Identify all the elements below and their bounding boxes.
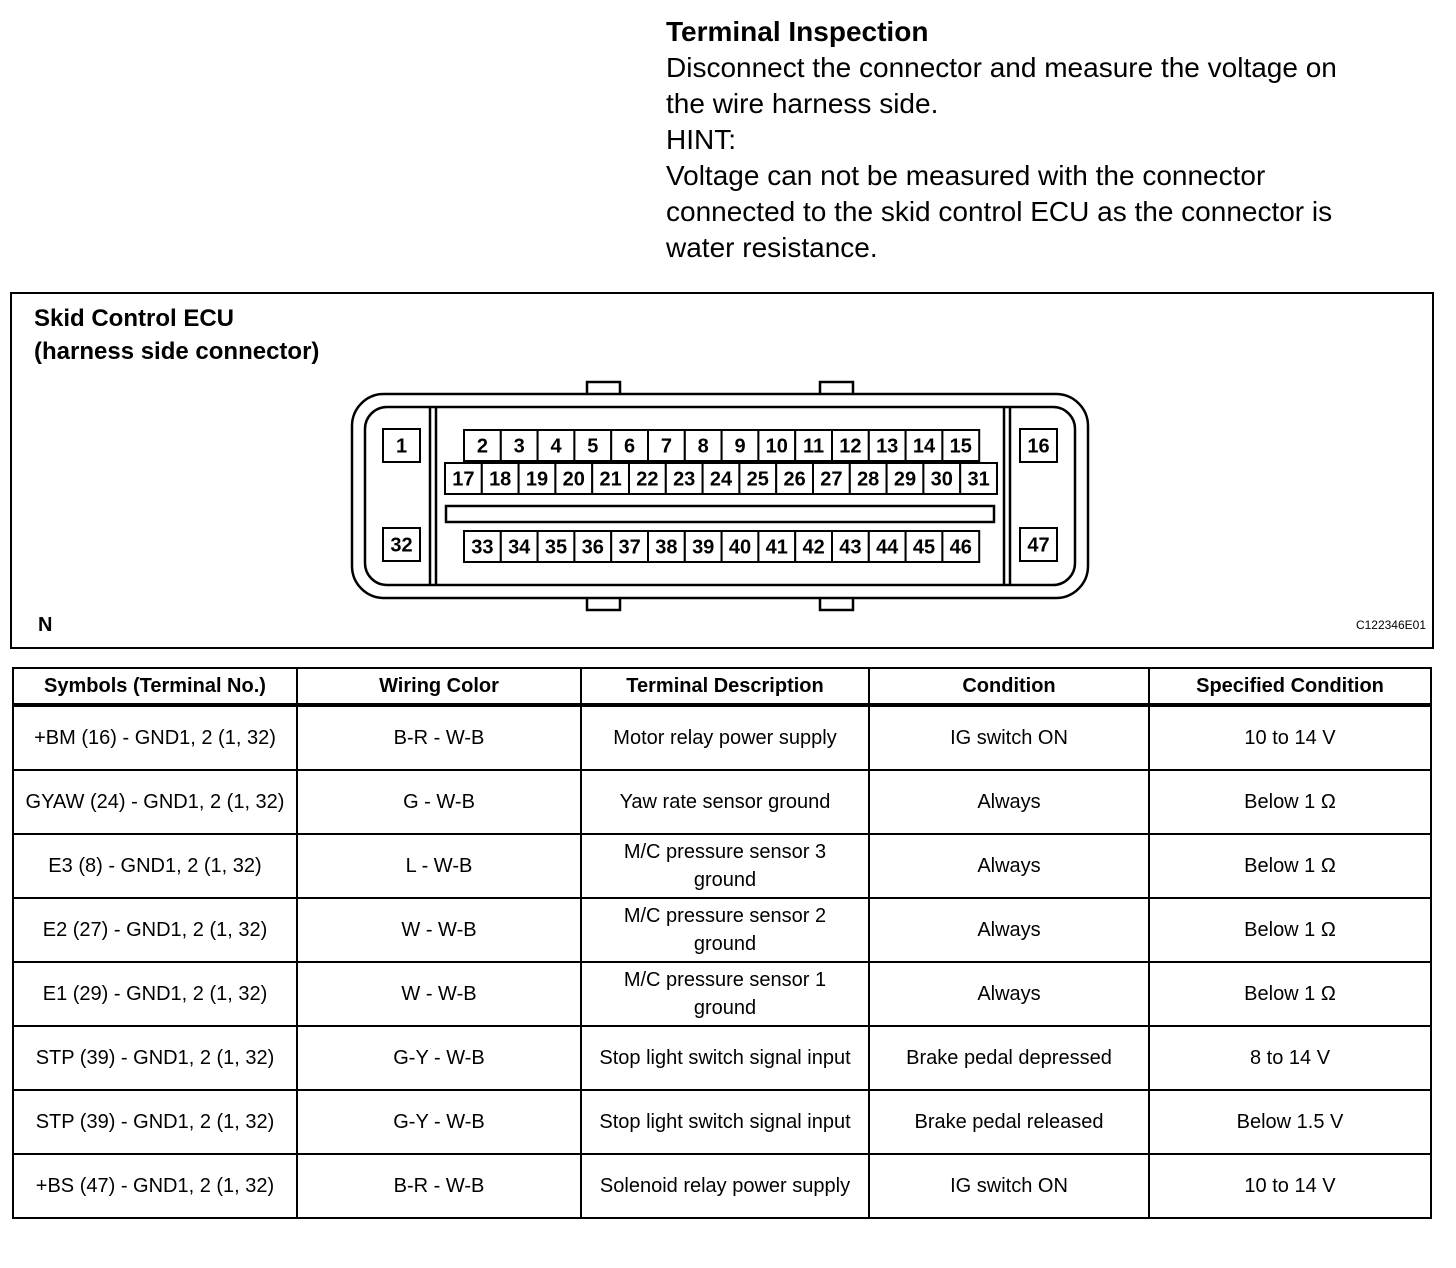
header-wiring-color: Wiring Color [297, 668, 581, 705]
terminal-34 [501, 531, 538, 562]
terminal-label: 13 [876, 435, 899, 458]
terminal-label: 6 [624, 435, 636, 458]
diagram-title-line: (harness side connector) [34, 338, 320, 365]
terminal-label: 29 [893, 468, 917, 491]
cell-terminal-description: M/C pressure sensor 1 ground [581, 962, 869, 1026]
terminal-24 [703, 463, 740, 494]
table-row [13, 962, 1431, 1026]
terminal-label: 37 [618, 536, 641, 559]
cell-terminal-description: Solenoid relay power supply [581, 1154, 869, 1218]
header-specified-condition: Specified Condition [1149, 668, 1431, 705]
terminal-label: 39 [692, 536, 715, 559]
terminal-8 [685, 430, 722, 461]
cell-symbols: GYAW (24) - GND1, 2 (1, 32) [13, 770, 297, 834]
table-row [13, 834, 1431, 898]
cell-condition: Always [869, 834, 1149, 898]
terminal-3 [501, 430, 538, 461]
cell-specified-condition: Below 1 Ω [1149, 962, 1431, 1026]
terminal-label: 35 [544, 536, 568, 559]
terminal-12 [832, 430, 869, 461]
terminal-22 [629, 463, 666, 494]
terminal-32 [383, 528, 420, 561]
terminal-label: 2 [476, 435, 488, 458]
cell-symbols: E1 (29) - GND1, 2 (1, 32) [13, 962, 297, 1026]
latch-tab-top-right [820, 382, 853, 394]
terminal-label: 9 [734, 435, 746, 458]
cell-terminal-description: Motor relay power supply [581, 705, 869, 770]
terminal-label: 3 [513, 435, 525, 458]
table-row [13, 705, 1431, 770]
terminal-46 [942, 531, 979, 562]
terminal-label: 10 [765, 435, 788, 458]
terminal-label: 21 [599, 468, 622, 491]
cell-symbols: +BS (47) - GND1, 2 (1, 32) [13, 1154, 297, 1218]
terminal-label: 20 [562, 468, 585, 491]
terminal-11 [795, 430, 832, 461]
terminal-label: 38 [655, 536, 678, 559]
terminal-26 [776, 463, 813, 494]
n-mark: N [38, 614, 53, 636]
cell-terminal-description: M/C pressure sensor 2 ground [581, 898, 869, 962]
terminal-label: 47 [1027, 534, 1050, 557]
cell-specified-condition: Below 1 Ω [1149, 770, 1431, 834]
header-terminal-description: Terminal Description [581, 668, 869, 705]
terminal-label: 7 [660, 435, 672, 458]
cell-symbols: E2 (27) - GND1, 2 (1, 32) [13, 898, 297, 962]
cell-specified-condition: 10 to 14 V [1149, 705, 1431, 770]
cell-symbols: STP (39) - GND1, 2 (1, 32) [13, 1090, 297, 1154]
terminal-label: 28 [857, 468, 880, 491]
terminal-20 [555, 463, 592, 494]
terminal-7 [648, 430, 685, 461]
connector-outer-shell [352, 394, 1088, 598]
cell-terminal-description: Stop light switch signal input [581, 1026, 869, 1090]
figure-id: C122346E01 [1355, 618, 1426, 632]
hint-line: water resistance. [666, 232, 878, 263]
cell-symbols: STP (39) - GND1, 2 (1, 32) [13, 1026, 297, 1090]
terminal-label: 22 [636, 468, 659, 491]
cell-condition: Always [869, 898, 1149, 962]
terminal-label: 17 [452, 468, 475, 491]
cell-specified-condition: Below 1 Ω [1149, 898, 1431, 962]
cell-wiring-color: W - W-B [297, 898, 581, 962]
cell-specified-condition: Below 1 Ω [1149, 834, 1431, 898]
terminal-label: 30 [930, 468, 953, 491]
terminal-15 [942, 430, 979, 461]
terminal-label: 12 [839, 435, 862, 458]
terminal-18 [482, 463, 519, 494]
terminal-label: 16 [1027, 435, 1050, 458]
terminal-label: 23 [673, 468, 696, 491]
terminal-38 [648, 531, 685, 562]
terminal-36 [574, 531, 611, 562]
latch-tab-top-left [587, 382, 620, 394]
terminal-label: 1 [395, 435, 408, 458]
cell-terminal-description: M/C pressure sensor 3 ground [581, 834, 869, 898]
terminal-label: 5 [587, 435, 599, 458]
terminal-label: 25 [746, 468, 769, 491]
terminal-label: 8 [697, 435, 709, 458]
terminal-47 [1020, 528, 1057, 561]
terminal-42 [795, 531, 832, 562]
cell-wiring-color: G-Y - W-B [297, 1026, 581, 1090]
cell-condition: Brake pedal depressed [869, 1026, 1149, 1090]
terminal-label: 15 [949, 435, 972, 458]
header-symbols: Symbols (Terminal No.) [13, 668, 297, 705]
diagram-title-line: Skid Control ECU [34, 305, 235, 332]
terminal-label: 4 [550, 435, 562, 458]
terminal-label: 33 [471, 536, 494, 559]
terminal-label: 18 [489, 468, 512, 491]
cell-specified-condition: 10 to 14 V [1149, 1154, 1431, 1218]
terminal-43 [832, 531, 869, 562]
terminal-label: 43 [839, 536, 862, 559]
table-row [13, 770, 1431, 834]
connector-drawing [12, 294, 1432, 647]
cell-wiring-color: L - W-B [297, 834, 581, 898]
cell-terminal-description: Stop light switch signal input [581, 1090, 869, 1154]
terminal-label: 40 [728, 536, 752, 559]
instructions-title: Terminal Inspection [666, 16, 929, 47]
terminal-40 [722, 531, 759, 562]
terminal-label: 45 [912, 536, 936, 559]
cell-wiring-color: B-R - W-B [297, 1154, 581, 1218]
cell-condition: IG switch ON [869, 705, 1149, 770]
terminal-5 [574, 430, 611, 461]
terminal-label: 26 [783, 468, 806, 491]
terminal-6 [611, 430, 648, 461]
terminal-label: 41 [765, 536, 788, 559]
cell-specified-condition: Below 1.5 V [1149, 1090, 1431, 1154]
terminal-label: 24 [709, 468, 733, 491]
cell-terminal-description: Yaw rate sensor ground [581, 770, 869, 834]
cell-symbols: +BM (16) - GND1, 2 (1, 32) [13, 705, 297, 770]
cell-wiring-color: G - W-B [297, 770, 581, 834]
terminal-33 [464, 531, 501, 562]
terminal-inspection-instructions [666, 14, 1426, 266]
terminal-label: 34 [508, 536, 531, 559]
terminal-31 [960, 463, 997, 494]
terminal-10 [758, 430, 795, 461]
cell-condition: Always [869, 770, 1149, 834]
terminal-label: 36 [581, 536, 604, 559]
cell-condition: IG switch ON [869, 1154, 1149, 1218]
terminal-17 [445, 463, 482, 494]
terminal-label: 14 [912, 435, 936, 458]
cell-specified-condition: 8 to 14 V [1149, 1026, 1431, 1090]
cell-wiring-color: W - W-B [297, 962, 581, 1026]
latch-tab-bottom-right [820, 598, 853, 610]
hint-line: Voltage can not be measured with the connector [666, 160, 1266, 191]
terminal-label: 42 [802, 536, 825, 559]
cell-wiring-color: B-R - W-B [297, 705, 581, 770]
instructions-line: Disconnect the connector and measure the voltage on [666, 52, 1337, 83]
header-condition: Condition [869, 668, 1149, 705]
terminal-9 [722, 430, 759, 461]
latch-tab-bottom-left [587, 598, 620, 610]
table-header-row [13, 668, 1431, 705]
terminal-21 [592, 463, 629, 494]
terminal-group [383, 429, 1057, 562]
cell-condition: Brake pedal released [869, 1090, 1149, 1154]
table-row [13, 1026, 1431, 1090]
terminal-19 [519, 463, 556, 494]
terminal-14 [906, 430, 943, 461]
terminal-label: 46 [949, 536, 972, 559]
terminal-30 [923, 463, 960, 494]
terminal-2 [464, 430, 501, 461]
hint-line: connected to the skid control ECU as the connector is [666, 196, 1333, 227]
terminal-label: 11 [803, 435, 825, 458]
instructions-line: the wire harness side. [666, 88, 939, 119]
table-row [13, 1090, 1431, 1154]
terminal-37 [611, 531, 648, 562]
terminal-1 [383, 429, 420, 462]
terminal-25 [739, 463, 776, 494]
hint-label: HINT: [666, 124, 736, 155]
terminal-label: 44 [876, 536, 899, 559]
cell-condition: Always [869, 962, 1149, 1026]
connector-body [352, 382, 1088, 610]
terminal-28 [850, 463, 887, 494]
terminal-29 [887, 463, 924, 494]
terminal-label: 32 [390, 534, 413, 557]
terminal-label: 19 [525, 468, 549, 491]
key-slot [446, 506, 994, 522]
terminal-13 [869, 430, 906, 461]
terminal-35 [538, 531, 575, 562]
terminal-41 [758, 531, 795, 562]
terminal-spec-table [12, 667, 1432, 1219]
terminal-44 [869, 531, 906, 562]
terminal-45 [906, 531, 943, 562]
terminal-label: 31 [967, 468, 990, 491]
cell-wiring-color: G-Y - W-B [297, 1090, 581, 1154]
terminal-27 [813, 463, 850, 494]
terminal-16 [1020, 429, 1057, 462]
terminal-label: 27 [820, 468, 843, 491]
terminal-4 [538, 430, 575, 461]
terminal-23 [666, 463, 703, 494]
table-row [13, 898, 1431, 962]
terminal-39 [685, 531, 722, 562]
table-row [13, 1154, 1431, 1218]
connector-diagram [10, 292, 1434, 649]
cell-symbols: E3 (8) - GND1, 2 (1, 32) [13, 834, 297, 898]
